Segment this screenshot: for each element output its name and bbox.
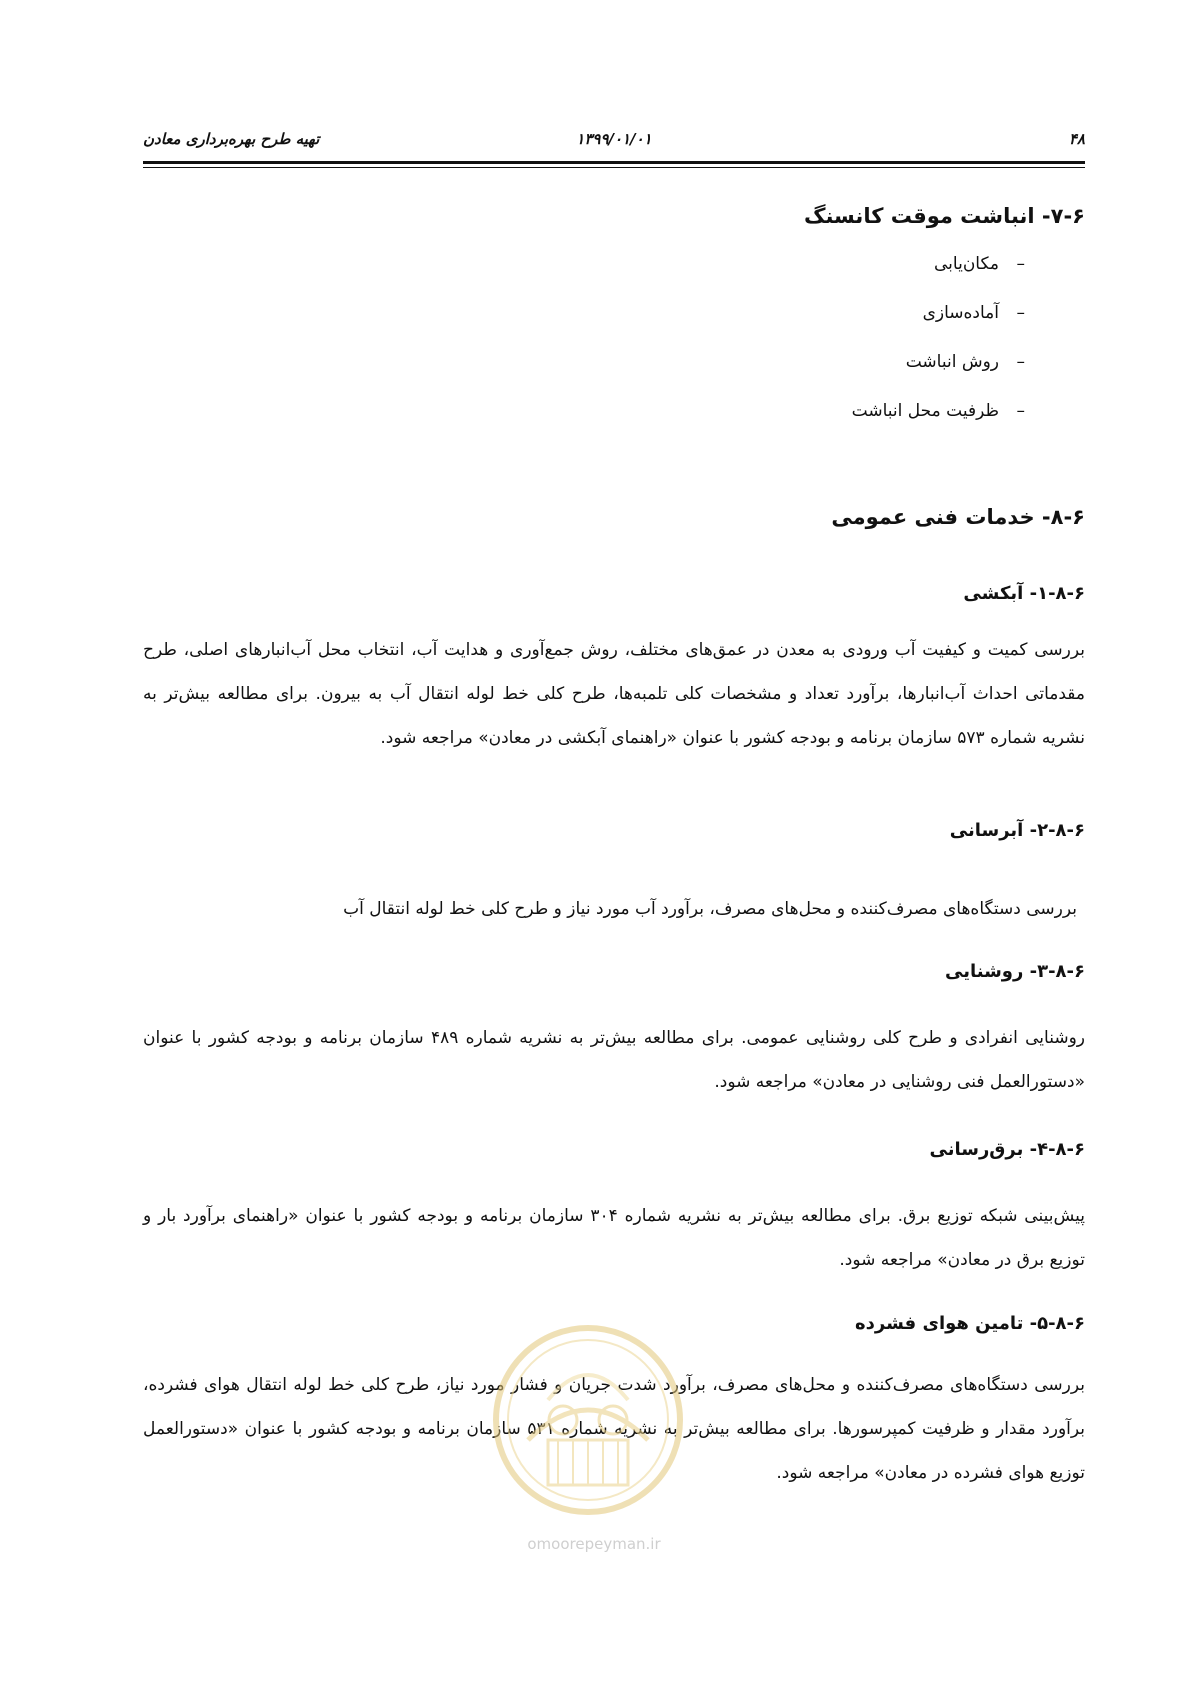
page-number: ۴۸ — [1068, 130, 1085, 148]
page-header — [143, 128, 1085, 152]
header-rule-thick — [143, 161, 1085, 164]
list-item: –آماده‌سازی — [922, 303, 1025, 323]
dash-bullet-icon: – — [1016, 254, 1025, 274]
section-heading-7: ۷-۶- انباشت موقت کانسنگ — [803, 204, 1085, 228]
list-item: –روش انباشت — [905, 352, 1025, 372]
subsection-heading-8-3: ۳-۸-۶- روشنایی — [945, 961, 1085, 982]
section-heading-8: ۸-۶- خدمات فنی عمومی — [831, 505, 1085, 529]
header-rule-thin — [143, 167, 1085, 168]
subsection-heading-8-1: ۱-۸-۶- آبکشی — [963, 583, 1085, 604]
paragraph-8-3: روشنایی انفرادی و طرح کلی روشنایی عمومی. برای مطالعه بیش‌تر به نشریه شماره ۴۸۹ سازمان برنامه و بودجه کشور با عنوان «دستورالعمل فنی روشنایی در معادن» مراجعه شود. — [143, 1028, 1085, 1092]
dash-bullet-icon: – — [1016, 401, 1025, 421]
list-item: –ظرفیت محل انباشت — [851, 401, 1025, 421]
paragraph-8-5: بررسی دستگاه‌های مصرف‌کننده و محل‌های مصرف، برآورد شدت جریان و فشار مورد نیاز، طرح کلی خط لوله انتقال هوای فشرده، برآورد مقدار و ظرفیت کمپرسورها. برای مطالعه بیش‌تر به نشریه شماره ۵۳۱ سازمان برنامه و بودجه کشور با عنوان «دستورالعمل توزیع هوای فشرده در معادن» مراجعه شود. — [143, 1375, 1085, 1483]
subsection-heading-8-5: ۵-۸-۶- تامین هوای فشرده — [855, 1313, 1085, 1334]
paragraph-8-1: بررسی کمیت و کیفیت آب ورودی به معدن در عمق‌های مختلف، روش جمع‌آوری و هدایت آب، انتخاب محل آب‌انبارهای اصلی، طرح مقدماتی احداث آب‌انبارها، برآورد تعداد و مشخصات کلی تلمبه‌ها، طرح کلی خط لوله انتقال آب به بیرون. برای مطالعه بیش‌تر به نشریه شماره ۵۷۳ سازمان برنامه و بودجه کشور با عنوان «راهنمای آبکشی در معادن» مراجعه شود. — [143, 640, 1085, 748]
watermark-url: omoorepeyman.ir — [527, 1535, 661, 1553]
header-date: ۱۳۹۹/۰۱/۰۱ — [576, 130, 652, 148]
paragraph-8-2: بررسی دستگاه‌های مصرف‌کننده و محل‌های مصرف، برآورد آب مورد نیاز و طرح کلی خط لوله انتقال آب — [343, 899, 1077, 919]
dash-bullet-icon: – — [1016, 303, 1025, 323]
paragraph-8-4: پیش‌بینی شبکه توزیع برق. برای مطالعه بیش‌تر به نشریه شماره ۳۰۴ سازمان برنامه و بودجه کشور با عنوان «راهنمای برآورد بار و توزیع برق در معادن» مراجعه شود. — [143, 1206, 1086, 1270]
subsection-heading-8-2: ۲-۸-۶- آبرسانی — [949, 820, 1085, 841]
list-item: –مکان‌یابی — [934, 254, 1025, 274]
header-title: تهیه طرح بهره‌برداری معادن — [143, 130, 320, 148]
seal-icon — [488, 1320, 688, 1520]
bullet-list — [852, 254, 1025, 450]
dash-bullet-icon: – — [1016, 352, 1025, 372]
subsection-heading-8-4: ۴-۸-۶- برق‌رسانی — [929, 1139, 1085, 1160]
